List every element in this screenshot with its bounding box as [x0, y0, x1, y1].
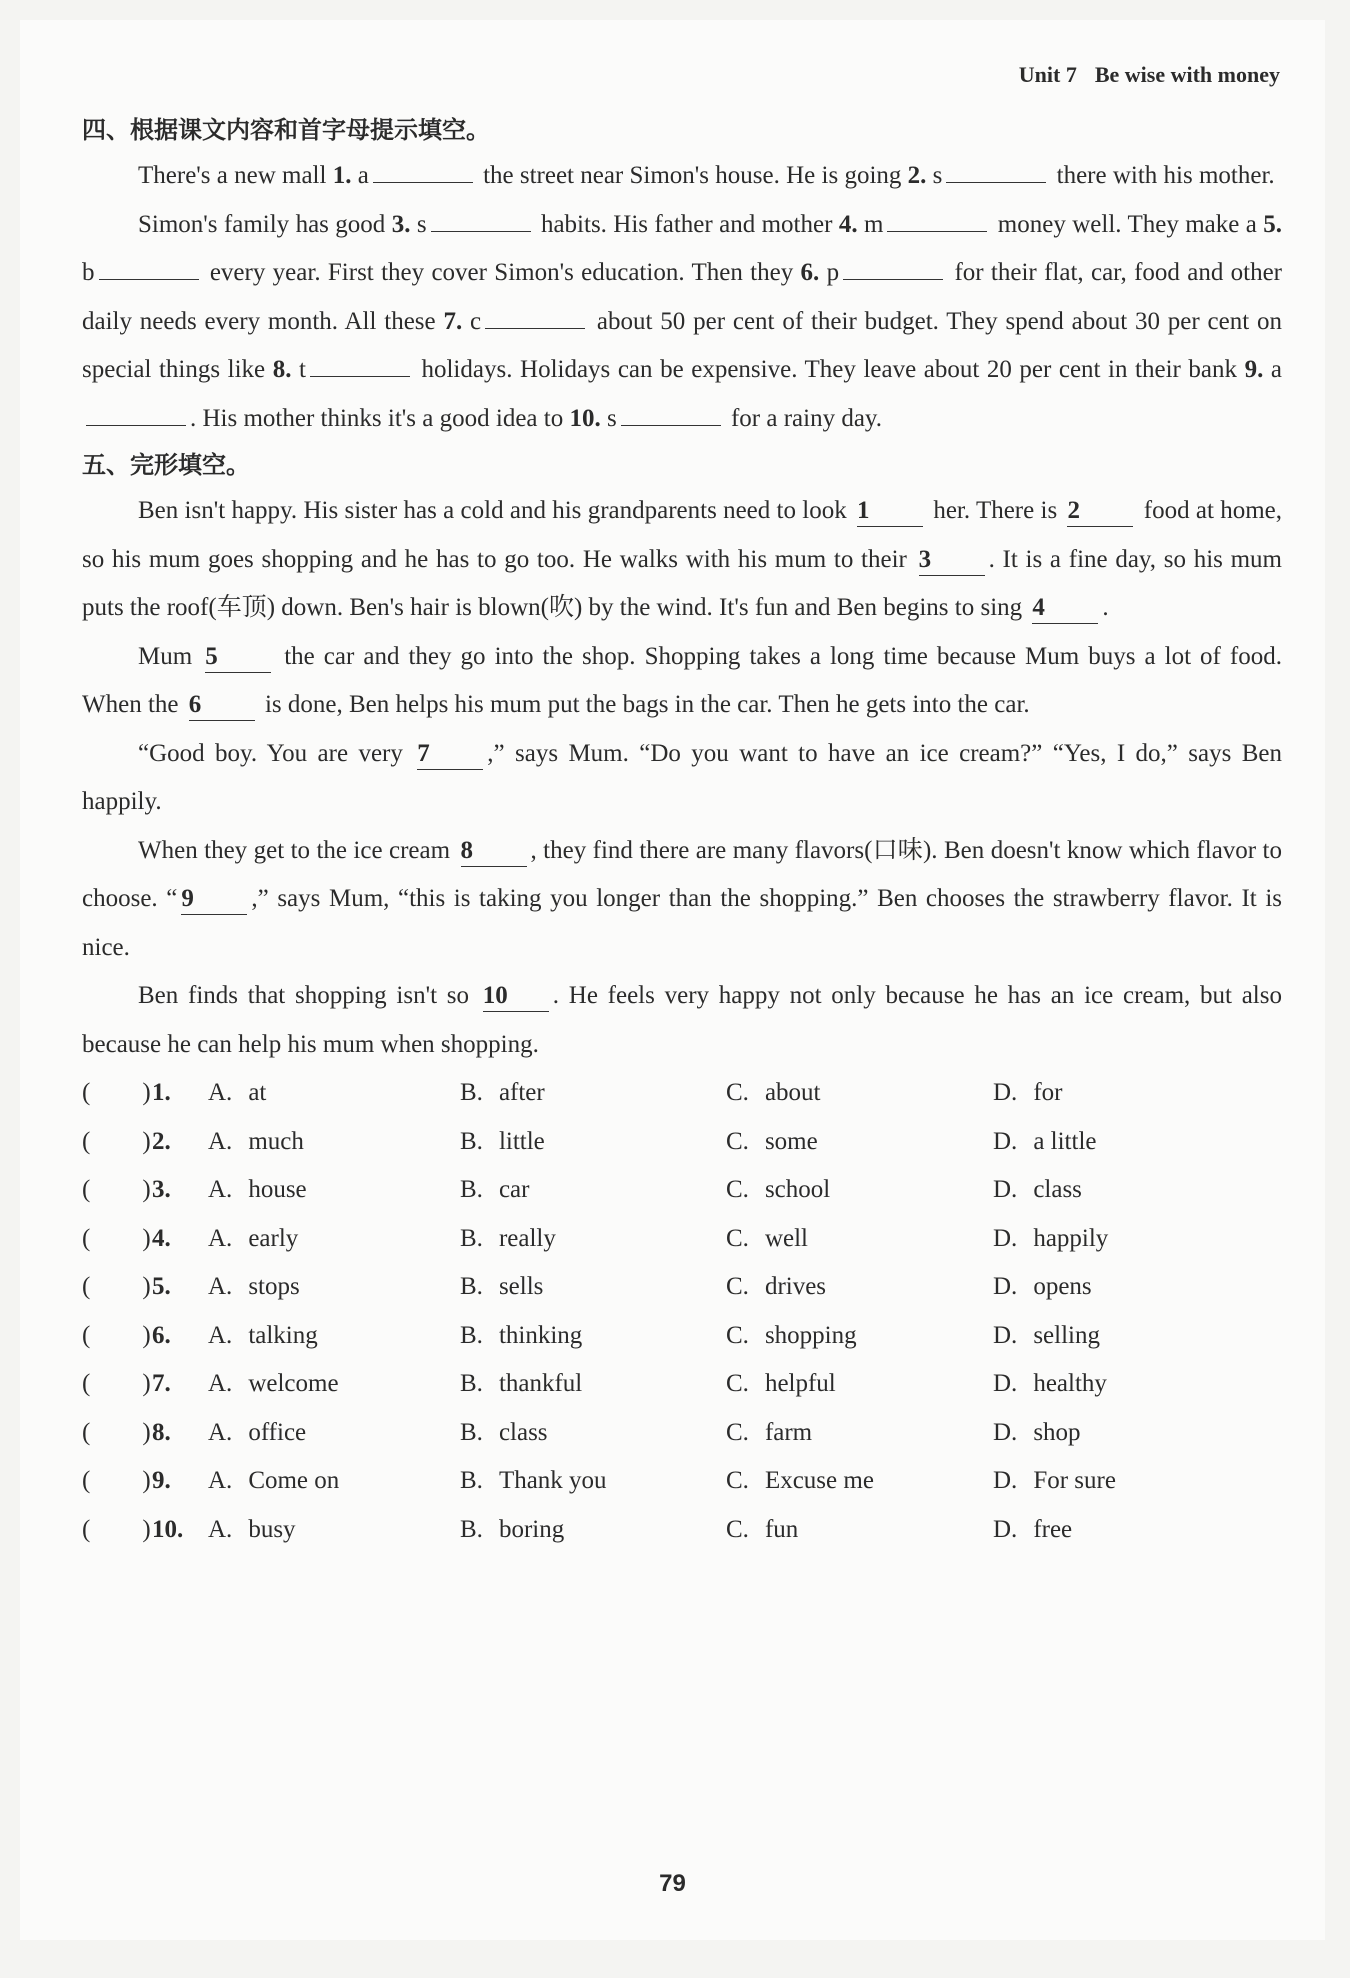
option-d[interactable]: [993, 1409, 1253, 1458]
hint-letter: t: [291, 356, 306, 383]
text: . It is a fine day, so his mum puts the roof(车顶) down. Ben's hair is blown(吹) by the wind. It's fun and Ben begins to sing: [82, 545, 1282, 621]
option-letter: A.: [208, 1127, 233, 1155]
blank-number: 3.: [391, 210, 411, 238]
paren-close: ): [142, 1515, 151, 1543]
hint-letter: s: [410, 210, 427, 238]
question-number: 7.: [152, 1370, 171, 1397]
answer-bracket[interactable]: [82, 1457, 152, 1506]
option-a[interactable]: [208, 1457, 460, 1506]
section4-heading: 四、根据课文内容和首字母提示填空。: [82, 116, 490, 144]
paren-open: (: [82, 1176, 91, 1203]
option-letter: C.: [726, 1321, 749, 1349]
answer-bracket[interactable]: [82, 1215, 152, 1264]
fill-blank-4[interactable]: [887, 201, 987, 232]
option-text: a little: [1033, 1127, 1097, 1155]
option-b[interactable]: [460, 1263, 726, 1312]
question-number: 10.: [152, 1515, 184, 1543]
blank-number: 5.: [1263, 210, 1282, 238]
answer-bracket[interactable]: [82, 1312, 152, 1361]
option-a[interactable]: [208, 1506, 460, 1555]
cloze-paragraph-1: [82, 487, 1282, 633]
section5-heading: 五、完形填空。: [82, 451, 250, 479]
option-letter: C.: [726, 1127, 749, 1155]
option-row: [82, 1215, 1282, 1264]
option-letter: C.: [726, 1079, 749, 1106]
option-text: stops: [248, 1273, 300, 1300]
option-a[interactable]: [208, 1312, 460, 1361]
paren-close: ): [142, 1418, 151, 1446]
option-b[interactable]: [460, 1409, 726, 1458]
blank-number: 10.: [569, 404, 601, 432]
section4-paragraph-2: [82, 201, 1282, 444]
option-b[interactable]: [460, 1166, 726, 1215]
blank-number: 2.: [907, 162, 927, 189]
cloze-paragraph-4: [82, 827, 1282, 973]
header-title: Be wise with money: [1094, 62, 1280, 87]
text: is done, Ben helps his mum put the bags in the car. Then he gets into the car.: [258, 691, 1030, 718]
option-b[interactable]: [460, 1506, 726, 1555]
fill-blank-1[interactable]: [373, 152, 473, 183]
option-c[interactable]: [726, 1118, 993, 1167]
paren-close: ): [142, 1079, 151, 1106]
option-text: really: [498, 1224, 556, 1252]
option-letter: D.: [993, 1370, 1018, 1397]
option-a[interactable]: [208, 1409, 460, 1458]
paren-close: ): [142, 1273, 151, 1300]
option-letter: B.: [460, 1224, 483, 1252]
option-d[interactable]: [993, 1457, 1253, 1506]
paren-close: ): [142, 1176, 151, 1203]
option-text: at: [248, 1079, 267, 1106]
text: Ben isn't happy. His sister has a cold and his grandparents need to look: [138, 497, 854, 524]
paren-close: ): [142, 1370, 151, 1397]
text: .: [1102, 594, 1109, 621]
option-text: farm: [764, 1418, 813, 1446]
question-number: 6.: [152, 1321, 171, 1349]
paren-close: ): [142, 1224, 151, 1252]
paren-open: (: [82, 1224, 91, 1252]
option-letter: C.: [726, 1224, 749, 1252]
option-letter: B.: [460, 1515, 483, 1543]
option-row: [82, 1360, 1282, 1409]
option-text: school: [764, 1176, 831, 1203]
hint-letter: m: [857, 210, 884, 238]
option-letter: A.: [208, 1370, 233, 1397]
option-b[interactable]: [460, 1069, 726, 1118]
option-text: talking: [248, 1321, 318, 1349]
text: her. There is: [927, 497, 1064, 524]
paren-open: (: [82, 1467, 91, 1494]
cloze-blank-1[interactable]: 1: [857, 496, 923, 527]
text: ,” says Mum, “this is taking you longer than the shopping.” Ben chooses the strawberry flavor. It is nice.: [82, 885, 1282, 961]
text: food at home, so his mum goes shopping and he has to go too. He walks with his mum to their: [82, 497, 1282, 573]
hint-letter: s: [600, 404, 617, 432]
option-text: healthy: [1033, 1370, 1107, 1397]
text: for their flat, car, food and other daily needs every month. All these: [82, 259, 1283, 335]
fill-blank-2[interactable]: [946, 152, 1046, 183]
paren-open: (: [82, 1370, 91, 1397]
cloze-blank-2[interactable]: 2: [1067, 496, 1133, 527]
question-number: 3.: [152, 1176, 171, 1203]
text: , they find there are many flavors(口味). Ben doesn't know which flavor to choose. “: [82, 836, 1282, 912]
option-letter: D.: [993, 1127, 1018, 1155]
option-text: thankful: [498, 1370, 583, 1397]
option-c[interactable]: [726, 1069, 993, 1118]
option-text: fun: [764, 1515, 799, 1543]
option-letter: A.: [208, 1418, 233, 1446]
hint-letter: s: [926, 162, 943, 189]
option-letter: B.: [460, 1418, 483, 1446]
text: for a rainy day.: [724, 404, 883, 432]
option-letter: C.: [726, 1370, 749, 1397]
answer-bracket[interactable]: [82, 1069, 152, 1118]
text: When they get to the ice cream: [138, 836, 457, 864]
option-text: early: [248, 1224, 299, 1252]
blank-number: 8.: [272, 356, 292, 383]
option-c[interactable]: [726, 1215, 993, 1264]
option-row: [82, 1118, 1282, 1167]
option-letter: D.: [993, 1515, 1018, 1543]
option-letter: B.: [460, 1127, 483, 1155]
option-d[interactable]: [993, 1263, 1253, 1312]
option-letter: A.: [208, 1273, 233, 1300]
text: habits. His father and mother: [534, 210, 839, 238]
option-text: Excuse me: [764, 1467, 874, 1494]
option-row: [82, 1506, 1282, 1555]
header-unit: Unit 7: [1018, 62, 1077, 87]
option-text: drives: [764, 1273, 827, 1300]
option-a[interactable]: [208, 1360, 460, 1409]
option-text: boring: [498, 1515, 565, 1543]
option-text: class: [498, 1418, 548, 1446]
paren-close: ): [142, 1467, 151, 1494]
option-letter: C.: [726, 1273, 749, 1300]
cloze-blank-3[interactable]: 3: [919, 545, 985, 576]
hint-letter: c: [462, 307, 482, 335]
option-c[interactable]: [726, 1409, 993, 1458]
text: there with his mother.: [1050, 162, 1275, 189]
question-number: 9.: [152, 1467, 171, 1494]
option-d[interactable]: [993, 1069, 1253, 1118]
text: . His mother thinks it's a good idea to: [190, 404, 570, 432]
option-letter: A.: [208, 1467, 233, 1494]
cloze-blank-6[interactable]: 6: [189, 690, 255, 721]
option-text: little: [498, 1127, 545, 1155]
answer-bracket[interactable]: [82, 1409, 152, 1458]
question-number: 1.: [152, 1079, 171, 1106]
option-c[interactable]: [726, 1457, 993, 1506]
option-text: happily: [1033, 1224, 1109, 1252]
blank-number: 1.: [332, 162, 352, 189]
option-c[interactable]: [726, 1166, 993, 1215]
fill-blank-7[interactable]: [485, 298, 585, 329]
question-number: 5.: [152, 1273, 171, 1300]
fill-blank-8[interactable]: [310, 346, 410, 377]
fill-blank-9[interactable]: [86, 395, 186, 426]
text: . He feels very happy not only because he has an ice cream, but also because he can help his mum when shopping.: [82, 982, 1282, 1058]
option-text: welcome: [248, 1370, 339, 1397]
text: the street near Simon's house. He is going: [476, 162, 908, 189]
blank-number: 7.: [443, 307, 463, 335]
option-letter: D.: [993, 1079, 1018, 1106]
option-letter: D.: [993, 1273, 1018, 1300]
text: every year. First they cover Simon's education. Then they: [202, 259, 801, 286]
option-text: For sure: [1033, 1467, 1116, 1494]
hint-letter: a: [351, 162, 369, 189]
answer-bracket[interactable]: [82, 1166, 152, 1215]
fill-blank-10[interactable]: [621, 395, 721, 426]
cloze-blank-8[interactable]: 8: [461, 836, 527, 867]
answer-options: [82, 1069, 1282, 1554]
text: ,” says Mum. “Do you want to have an ice cream?” “Yes, I do,” says Ben happily.: [82, 739, 1282, 815]
option-c[interactable]: [726, 1360, 993, 1409]
option-text: thinking: [498, 1321, 583, 1349]
option-row: [82, 1457, 1282, 1506]
text: “Good boy. You are very: [138, 739, 414, 767]
option-text: sells: [498, 1273, 544, 1300]
answer-bracket[interactable]: [82, 1360, 152, 1409]
paren-open: (: [82, 1515, 91, 1543]
section4-paragraph-1: [82, 152, 1282, 201]
option-letter: D.: [993, 1321, 1018, 1349]
option-letter: D.: [993, 1418, 1018, 1446]
option-letter: A.: [208, 1321, 233, 1349]
cloze-paragraph-5: [82, 972, 1282, 1069]
option-letter: A.: [208, 1515, 233, 1543]
option-text: some: [764, 1127, 818, 1155]
option-d[interactable]: [993, 1360, 1253, 1409]
option-row: [82, 1263, 1282, 1312]
option-letter: D.: [993, 1224, 1018, 1252]
option-a[interactable]: [208, 1118, 460, 1167]
option-a[interactable]: [208, 1215, 460, 1264]
option-letter: B.: [460, 1321, 483, 1349]
option-text: much: [248, 1127, 304, 1155]
paren-open: (: [82, 1127, 91, 1155]
text: money well. They make a: [991, 210, 1264, 238]
option-row: [82, 1312, 1282, 1361]
option-text: class: [1033, 1176, 1082, 1203]
running-header: [1019, 62, 1280, 88]
option-d[interactable]: [993, 1118, 1253, 1167]
blank-number: 4.: [838, 210, 858, 238]
option-letter: C.: [726, 1176, 749, 1203]
option-letter: A.: [208, 1224, 233, 1252]
paren-close: ): [142, 1127, 151, 1155]
option-text: opens: [1033, 1273, 1092, 1300]
option-a[interactable]: [208, 1263, 460, 1312]
option-b[interactable]: [460, 1360, 726, 1409]
option-text: helpful: [764, 1370, 836, 1397]
option-b[interactable]: [460, 1118, 726, 1167]
hint-letter: b: [82, 259, 95, 286]
option-letter: A.: [208, 1079, 233, 1106]
option-row: [82, 1409, 1282, 1458]
option-c[interactable]: [726, 1263, 993, 1312]
cloze-paragraph-3: [82, 730, 1282, 827]
content: [82, 108, 1282, 1554]
option-letter: C.: [726, 1418, 749, 1446]
fill-blank-6[interactable]: [843, 249, 943, 280]
option-text: Come on: [248, 1467, 340, 1494]
hint-letter: p: [819, 259, 840, 286]
cloze-blank-4[interactable]: 4: [1032, 593, 1098, 624]
option-text: shopping: [764, 1321, 857, 1349]
blank-number: 9.: [1244, 356, 1264, 383]
cloze-blank-9[interactable]: 9: [181, 884, 247, 915]
option-letter: B.: [460, 1273, 483, 1300]
option-d[interactable]: [993, 1312, 1253, 1361]
fill-blank-3[interactable]: [431, 201, 531, 232]
question-number: 8.: [152, 1418, 171, 1446]
option-row: [82, 1166, 1282, 1215]
cloze-blank-10[interactable]: 10: [483, 981, 549, 1012]
text: Ben finds that shopping isn't so: [138, 982, 479, 1009]
page-number: 79: [659, 1870, 686, 1897]
fill-blank-5[interactable]: [99, 249, 199, 280]
option-letter: C.: [726, 1467, 749, 1494]
text: holidays. Holidays can be expensive. They leave about 20 per cent in their bank: [413, 356, 1245, 383]
option-letter: B.: [460, 1079, 483, 1106]
option-text: car: [498, 1176, 530, 1203]
paren-open: (: [82, 1079, 91, 1106]
option-letter: D.: [993, 1467, 1018, 1494]
option-text: free: [1033, 1515, 1073, 1543]
option-a[interactable]: [208, 1166, 460, 1215]
paren-open: (: [82, 1273, 91, 1300]
option-letter: B.: [460, 1467, 483, 1494]
answer-bracket[interactable]: [82, 1118, 152, 1167]
option-b[interactable]: [460, 1215, 726, 1264]
option-letter: A.: [208, 1176, 233, 1203]
option-text: busy: [248, 1515, 296, 1543]
question-number: 2.: [152, 1127, 171, 1155]
option-b[interactable]: [460, 1457, 726, 1506]
option-c[interactable]: [726, 1506, 993, 1555]
option-c[interactable]: [726, 1312, 993, 1361]
option-text: office: [248, 1418, 307, 1446]
option-text: Thank you: [498, 1467, 607, 1494]
option-a[interactable]: [208, 1069, 460, 1118]
page: [20, 20, 1325, 1940]
text: about 50 per cent of their budget. They spend about 30 per cent on special things like: [82, 307, 1282, 383]
option-b[interactable]: [460, 1312, 726, 1361]
option-letter: C.: [726, 1515, 749, 1543]
option-d[interactable]: [993, 1215, 1253, 1264]
text: There's a new mall: [138, 162, 333, 189]
option-text: well: [764, 1224, 808, 1252]
option-d[interactable]: [993, 1166, 1253, 1215]
option-letter: B.: [460, 1176, 483, 1203]
option-letter: B.: [460, 1370, 483, 1397]
option-text: shop: [1033, 1418, 1081, 1446]
option-text: for: [1033, 1079, 1063, 1106]
answer-bracket[interactable]: [82, 1506, 152, 1555]
hint-letter: a: [1263, 356, 1282, 383]
text: the car and they go into the shop. Shopping takes a long time because Mum buys a lot of food. When the: [82, 642, 1282, 718]
option-letter: D.: [993, 1176, 1018, 1203]
option-d[interactable]: [993, 1506, 1253, 1555]
text: Mum: [138, 642, 202, 670]
option-text: selling: [1033, 1321, 1100, 1349]
option-text: after: [498, 1079, 545, 1106]
answer-bracket[interactable]: [82, 1263, 152, 1312]
cloze-paragraph-2: [82, 633, 1282, 730]
paren-open: (: [82, 1321, 91, 1349]
cloze-blank-7[interactable]: 7: [417, 739, 483, 770]
option-row: [82, 1069, 1282, 1118]
text: Simon's family has good: [138, 210, 392, 238]
option-text: about: [764, 1079, 821, 1106]
blank-number: 6.: [800, 259, 820, 286]
cloze-blank-5[interactable]: 5: [205, 642, 271, 673]
paren-open: (: [82, 1418, 91, 1446]
option-text: house: [248, 1176, 307, 1203]
question-number: 4.: [152, 1224, 171, 1252]
paren-close: ): [142, 1321, 151, 1349]
